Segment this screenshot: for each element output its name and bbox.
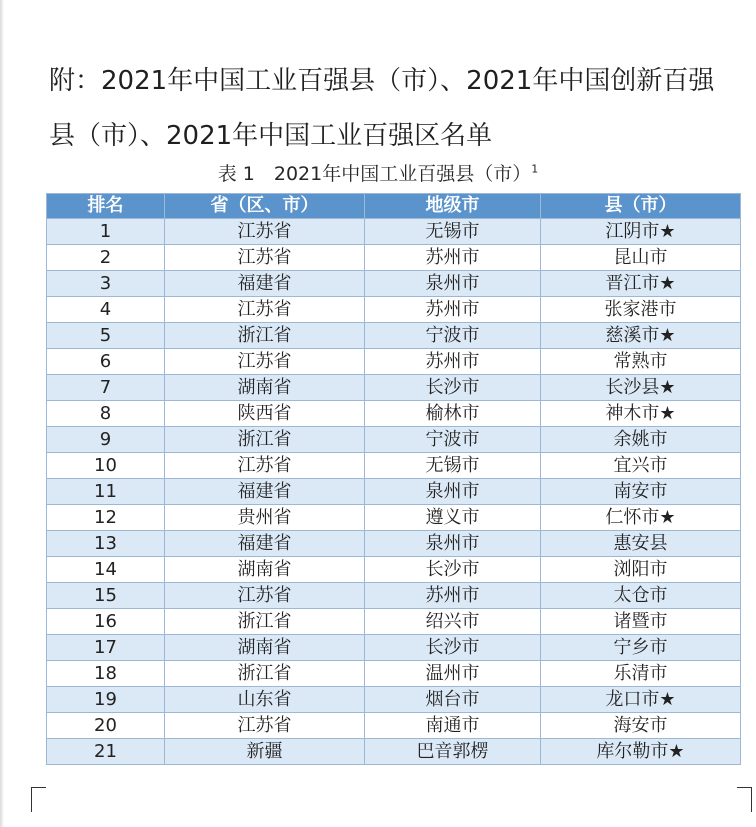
- cell-prefecture-city: 南通市: [365, 713, 541, 739]
- cell-county: 昆山市: [541, 245, 741, 271]
- cell-rank: 9: [47, 427, 165, 453]
- cell-prefecture-city: 绍兴市: [365, 609, 541, 635]
- cell-rank: 11: [47, 479, 165, 505]
- cell-province: 江苏省: [165, 349, 365, 375]
- table-row: [47, 401, 741, 427]
- cell-county: 诸暨市: [541, 609, 741, 635]
- footnote-mark: 1: [531, 162, 539, 176]
- cell-rank: 4: [47, 297, 165, 323]
- table-caption-text: 表 1 2021年中国工业百强县（市）: [217, 163, 532, 185]
- cell-prefecture-city: 温州市: [365, 661, 541, 687]
- cell-province: 浙江省: [165, 661, 365, 687]
- table-body: [47, 219, 741, 765]
- cell-prefecture-city: 宁波市: [365, 323, 541, 349]
- cell-province: 浙江省: [165, 609, 365, 635]
- table-row: [47, 661, 741, 687]
- cell-province: 江苏省: [165, 713, 365, 739]
- cell-rank: 1: [47, 219, 165, 245]
- cell-prefecture-city: 遵义市: [365, 505, 541, 531]
- ranking-table: [46, 193, 741, 765]
- cell-county: 余姚市: [541, 427, 741, 453]
- cell-prefecture-city: 榆林市: [365, 401, 541, 427]
- cell-county: 宜兴市: [541, 453, 741, 479]
- table-row: [47, 427, 741, 453]
- cell-rank: 18: [47, 661, 165, 687]
- table-row: [47, 583, 741, 609]
- cell-county: 浏阳市: [541, 557, 741, 583]
- table-row: [47, 271, 741, 297]
- cell-rank: 12: [47, 505, 165, 531]
- cell-county: 常熟市: [541, 349, 741, 375]
- header-rank: 排名: [47, 194, 165, 219]
- cell-province: 湖南省: [165, 635, 365, 661]
- cell-province: 江苏省: [165, 219, 365, 245]
- cell-county: 张家港市: [541, 297, 741, 323]
- cell-rank: 19: [47, 687, 165, 713]
- cell-prefecture-city: 宁波市: [365, 427, 541, 453]
- table-row: [47, 713, 741, 739]
- cell-province: 湖南省: [165, 375, 365, 401]
- heading-line-2: 县（市）、2021年中国工业百强区名单: [49, 121, 493, 151]
- cell-prefecture-city: 苏州市: [365, 245, 541, 271]
- page-corner-mark-right: [737, 787, 752, 812]
- table-header: [47, 194, 741, 219]
- cell-county: 南安市: [541, 479, 741, 505]
- cell-province: 福建省: [165, 479, 365, 505]
- cell-rank: 7: [47, 375, 165, 401]
- cell-rank: 14: [47, 557, 165, 583]
- table-row: [47, 219, 741, 245]
- cell-province: 江苏省: [165, 245, 365, 271]
- table-row: [47, 323, 741, 349]
- document-heading: [49, 54, 739, 164]
- cell-rank: 3: [47, 271, 165, 297]
- table-row: [47, 557, 741, 583]
- cell-prefecture-city: 无锡市: [365, 453, 541, 479]
- cell-province: 福建省: [165, 531, 365, 557]
- cell-county: 惠安县: [541, 531, 741, 557]
- table-row: [47, 531, 741, 557]
- cell-county: 江阴市★: [541, 219, 741, 245]
- cell-rank: 15: [47, 583, 165, 609]
- cell-county: 神木市★: [541, 401, 741, 427]
- cell-province: 浙江省: [165, 323, 365, 349]
- cell-county: 仁怀市★: [541, 505, 741, 531]
- cell-rank: 17: [47, 635, 165, 661]
- table-row: [47, 349, 741, 375]
- table-row: [47, 297, 741, 323]
- cell-prefecture-city: 泉州市: [365, 531, 541, 557]
- cell-county: 海安市: [541, 713, 741, 739]
- heading-line-1: 附：2021年中国工业百强县（市）、2021年中国创新百强: [49, 66, 715, 96]
- table-row: [47, 479, 741, 505]
- cell-prefecture-city: 苏州市: [365, 583, 541, 609]
- cell-prefecture-city: 苏州市: [365, 349, 541, 375]
- cell-prefecture-city: 泉州市: [365, 479, 541, 505]
- cell-rank: 10: [47, 453, 165, 479]
- cell-province: 陕西省: [165, 401, 365, 427]
- cell-rank: 16: [47, 609, 165, 635]
- header-county: 县（市）: [541, 194, 741, 219]
- cell-province: 江苏省: [165, 583, 365, 609]
- cell-county: 慈溪市★: [541, 323, 741, 349]
- cell-rank: 8: [47, 401, 165, 427]
- cell-prefecture-city: 长沙市: [365, 375, 541, 401]
- cell-prefecture-city: 泉州市: [365, 271, 541, 297]
- cell-county: 晋江市★: [541, 271, 741, 297]
- cell-province: 山东省: [165, 687, 365, 713]
- table-caption: [0, 159, 756, 186]
- cell-province: 福建省: [165, 271, 365, 297]
- cell-province: 江苏省: [165, 297, 365, 323]
- cell-prefecture-city: 长沙市: [365, 557, 541, 583]
- cell-rank: 20: [47, 713, 165, 739]
- cell-prefecture-city: 苏州市: [365, 297, 541, 323]
- page-edge-shadow: [0, 0, 4, 827]
- header-row: [47, 194, 741, 219]
- cell-county: 太仓市: [541, 583, 741, 609]
- cell-rank: 6: [47, 349, 165, 375]
- table-row: [47, 453, 741, 479]
- cell-prefecture-city: 巴音郭楞: [365, 739, 541, 765]
- table-row: [47, 505, 741, 531]
- cell-rank: 5: [47, 323, 165, 349]
- page-corner-mark-left: [31, 787, 46, 812]
- table-row: [47, 635, 741, 661]
- cell-prefecture-city: 长沙市: [365, 635, 541, 661]
- header-prefecture-city: 地级市: [365, 194, 541, 219]
- cell-province: 新疆: [165, 739, 365, 765]
- cell-county: 龙口市★: [541, 687, 741, 713]
- cell-county: 宁乡市: [541, 635, 741, 661]
- table-row: [47, 739, 741, 765]
- table-row: [47, 687, 741, 713]
- cell-province: 浙江省: [165, 427, 365, 453]
- cell-province: 江苏省: [165, 453, 365, 479]
- cell-rank: 21: [47, 739, 165, 765]
- cell-county: 库尔勒市★: [541, 739, 741, 765]
- cell-county: 乐清市: [541, 661, 741, 687]
- cell-rank: 2: [47, 245, 165, 271]
- cell-rank: 13: [47, 531, 165, 557]
- cell-province: 贵州省: [165, 505, 365, 531]
- cell-county: 长沙县★: [541, 375, 741, 401]
- header-province: 省（区、市）: [165, 194, 365, 219]
- table-row: [47, 375, 741, 401]
- cell-prefecture-city: 烟台市: [365, 687, 541, 713]
- table-row: [47, 609, 741, 635]
- cell-prefecture-city: 无锡市: [365, 219, 541, 245]
- cell-province: 湖南省: [165, 557, 365, 583]
- table-row: [47, 245, 741, 271]
